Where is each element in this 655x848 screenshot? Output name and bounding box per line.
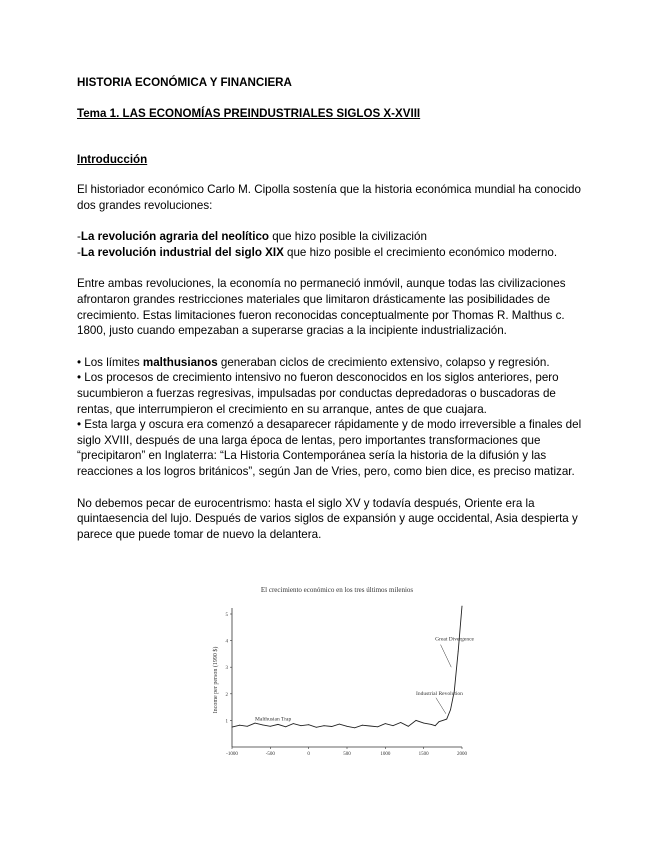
- bullet-list: [77, 355, 587, 480]
- data-point: [435, 725, 436, 726]
- revolution-prefix: -: [77, 230, 81, 244]
- data-point: [255, 723, 256, 724]
- bullet-item: [77, 355, 587, 371]
- revolution-item: [77, 245, 587, 261]
- data-point: [316, 727, 317, 728]
- revolution-name: La revolución industrial del siglo XIX: [80, 245, 284, 259]
- bullet-item: • Esta larga y oscura era comenzó a desaparecer rápidamente y de modo irreversible a finales del siglo XVIII, después de una larga época de lentas, pero importantes transformaciones que “precipitaron” en Inglaterra: “La Historia Contemporánea sería la historia de la difusión y las reacciones a los logros británicos”, según Jan de Vries, pero, como bien dice, es preciso matizar.: [77, 418, 582, 478]
- data-point: [278, 724, 279, 725]
- section-title: Introducción: [77, 153, 148, 166]
- bullet-rest: generaban ciclos de crecimiento extensivo, colapso y regresión.: [217, 355, 550, 369]
- data-point: [442, 720, 443, 721]
- chart-annotation: Industrial Revolution: [416, 691, 463, 698]
- data-point: [285, 726, 286, 727]
- data-point: [339, 724, 340, 725]
- data-point: [293, 723, 294, 724]
- annotation-arrow: [436, 698, 446, 714]
- y-tick-label: 1: [225, 719, 228, 725]
- revolution-description: que hizo posible el crecimiento económico moderno.: [283, 245, 558, 259]
- chart-title: El crecimiento económico en los tres últimos milenios: [260, 586, 414, 594]
- data-point: [370, 726, 371, 727]
- topic-title: Tema 1. LAS ECONOMÍAS PREINDUSTRIALES SIGLOS X-XVIII: [77, 107, 421, 120]
- y-tick-label: 2: [225, 692, 228, 698]
- data-point: [416, 720, 417, 721]
- intro-paragraph: El historiador económico Carlo M. Cipolla sostenía que la historia económica mundial ha conocido dos grandes revoluciones:: [77, 183, 581, 212]
- revolution-item: [77, 229, 587, 245]
- data-point: [301, 725, 302, 726]
- data-point: [347, 726, 348, 727]
- data-point: [262, 725, 263, 726]
- income-chart: [200, 581, 475, 756]
- series-line: [232, 606, 462, 728]
- x-tick-label: 500: [343, 752, 351, 756]
- revolution-prefix: -: [77, 245, 81, 259]
- data-point: [331, 726, 332, 727]
- paragraph-malthus: Entre ambas revoluciones, la economía no permaneció inmóvil, aunque todas las civilizaciones afrontaron grandes restricciones materiales que limitaron drásticamente las posibilidades de crecimiento. Estas limitaciones fueron reconocidas conceptualmente por Thomas R. Malthus c. 1800, justo cuando empezaban a superarse gracias a la incipiente industrialización.: [77, 277, 566, 338]
- x-tick-label: 1500: [418, 752, 429, 756]
- data-point: [362, 725, 363, 726]
- y-tick-label: 5: [225, 613, 228, 618]
- y-tick-label: 3: [225, 666, 228, 672]
- data-point: [393, 725, 394, 726]
- revolution-name: La revolución agraria del neolítico: [80, 230, 270, 244]
- data-point: [400, 722, 401, 723]
- data-point: [354, 727, 355, 728]
- data-point: [270, 726, 271, 727]
- data-point: [385, 723, 386, 724]
- x-tick-label: -500: [265, 752, 275, 756]
- x-tick-label: 1000: [380, 752, 391, 756]
- data-point: [308, 724, 309, 725]
- chart-annotation: Great Divergence: [435, 636, 475, 643]
- data-point: [232, 727, 233, 728]
- revolutions-list: [77, 229, 587, 260]
- y-tick-label: 4: [225, 639, 228, 645]
- course-title: HISTORIA ECONÓMICA Y FINANCIERA: [77, 76, 292, 89]
- data-point: [462, 606, 463, 607]
- data-point: [458, 651, 459, 652]
- data-point: [408, 726, 409, 727]
- revolution-description: que hizo posible la civilización: [269, 230, 427, 244]
- data-point: [423, 723, 424, 724]
- bullet-item: • Los procesos de crecimiento intensivo no fueron desconocidos en los siglos anteriores, pero sucumbieron a fuerzas regresivas, impulsadas por conductas depredadoras o buscadoras de rentas, que interrumpieron el crecimiento en su arranque, antes de que cuajara.: [77, 371, 559, 416]
- data-point: [431, 724, 432, 725]
- x-tick-label: 0: [307, 752, 310, 756]
- bullet-bold-term: malthusianos: [142, 355, 218, 369]
- chart-ylabel: Income per person (1990 $): [213, 646, 219, 714]
- data-point: [446, 719, 447, 720]
- x-tick-label: -1000: [226, 752, 238, 756]
- chart-annotation: Malthusian Trap: [255, 716, 292, 723]
- chart-svg: [200, 581, 475, 756]
- data-point: [450, 709, 451, 710]
- data-point: [247, 726, 248, 727]
- x-tick-label: 2000: [457, 752, 467, 756]
- data-point: [239, 725, 240, 726]
- data-point: [377, 726, 378, 727]
- bullet-prefix: • Los límites: [77, 355, 143, 369]
- data-point: [439, 721, 440, 722]
- annotation-arrow: [441, 645, 452, 668]
- paragraph-eurocentrism: No debemos pecar de eurocentrismo: hasta el siglo XV y todavía después, Oriente era la quintaesencia del lujo. Después de varios siglos de expansión y auge occidental, Asia despierta y parece que puede tomar de nuevo la delantera.: [77, 496, 578, 541]
- document-page: [77, 75, 587, 542]
- data-point: [324, 725, 325, 726]
